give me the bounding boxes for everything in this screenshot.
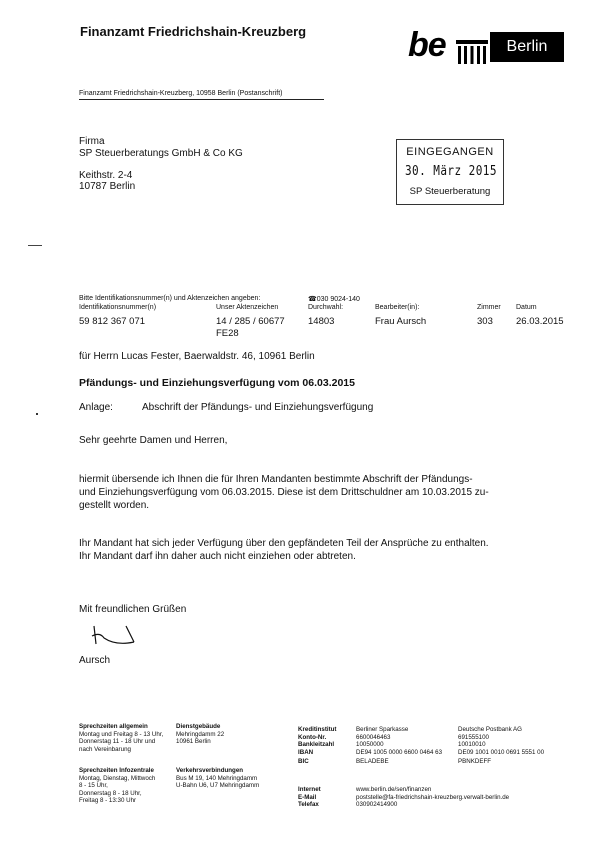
footer-bank-2 bbox=[458, 726, 544, 766]
attachment-label: Anlage: bbox=[79, 402, 113, 413]
footer-contact-values bbox=[356, 786, 509, 809]
logo-berlin-box: Berlin bbox=[490, 32, 564, 62]
footer-transit-title: Verkehrsverbindungen bbox=[176, 767, 244, 774]
footer-info-line: Montag, Dienstag, Mittwoch bbox=[79, 774, 156, 782]
room-value: 303 bbox=[477, 316, 493, 327]
fax-value: 030902414900 bbox=[356, 801, 398, 809]
on-behalf-of-line: für Herrn Lucas Fester, Baerwaldstr. 46, 10961 Berlin bbox=[79, 351, 315, 362]
paragraph-2-line-1: Ihr Mandant hat sich jeder Verfügung über den gepfändeten Teil der Ansprüche zu enthalten. bbox=[79, 538, 489, 549]
footer-transit-line: U-Bahn U6, U7 Mehringdamm bbox=[176, 782, 260, 790]
file-number-label: Unser Aktenzeichen bbox=[216, 304, 279, 311]
stamp-title: EINGEGANGEN bbox=[406, 146, 494, 158]
footer-bank-1 bbox=[356, 726, 442, 766]
footer-building bbox=[176, 723, 224, 746]
footer-hours-line: nach Vereinbarung bbox=[79, 745, 131, 753]
reference-phone: ☎030 9024-140 bbox=[308, 296, 360, 303]
hole-mark bbox=[36, 413, 38, 415]
received-stamp bbox=[396, 139, 504, 205]
footer-building-line: 10961 Berlin bbox=[176, 738, 211, 746]
bank-1-value: 6600046463 bbox=[356, 733, 391, 741]
closing: Mit freundlichen Grüßen bbox=[79, 604, 187, 615]
bank-label: IBAN bbox=[298, 748, 314, 756]
letter-subject: Pfändungs- und Einziehungsverfügung vom 06.03.2015 bbox=[79, 377, 355, 389]
bank-2-value: 691555100 bbox=[458, 733, 489, 741]
postal-address-underline bbox=[79, 99, 324, 100]
tax-office-name: Finanzamt Friedrichshain-Kreuzberg bbox=[80, 24, 307, 39]
signer-name: Aursch bbox=[79, 655, 111, 666]
footer-transit bbox=[176, 767, 259, 790]
bank-label: Konto-Nr. bbox=[298, 733, 327, 741]
address-line-city: 10787 Berlin bbox=[79, 181, 136, 192]
date-label: Datum bbox=[516, 304, 537, 311]
bank-label: Bankleitzahl bbox=[298, 741, 335, 749]
clerk-value: Frau Aursch bbox=[375, 316, 427, 327]
footer-transit-line: Bus M 19, 140 Mehringdamm bbox=[176, 774, 258, 782]
email-link[interactable]: poststelle@fa-friedrichshain-kreuzberg.verwalt-berlin.de bbox=[356, 793, 510, 801]
internet-link[interactable]: www.berlin.de/sen/finanzen bbox=[356, 786, 432, 793]
bank-1-value: DE94 1005 0000 6600 0464 63 bbox=[356, 748, 443, 756]
footer-info-hours bbox=[79, 767, 155, 805]
bank-1-value: Berliner Sparkasse bbox=[356, 726, 409, 733]
footer-building-line: Mehringdamm 22 bbox=[176, 730, 225, 738]
extension-label: Durchwahl: bbox=[308, 304, 344, 311]
stamp-firm: SP Steuerberatung bbox=[409, 186, 491, 197]
footer-hours-line: Montag und Freitag 8 - 13 Uhr, bbox=[79, 730, 164, 738]
paragraph-1-line-2: und Einziehungsverfügung vom 06.03.2015. Diese ist dem Drittschuldner am 10.03.2015 zu- bbox=[79, 487, 489, 498]
footer-hours-line: Donnerstag 11 - 18 Uhr und bbox=[79, 738, 156, 746]
signature-mark bbox=[90, 624, 142, 648]
attachment-value: Abschrift der Pfändungs- und Einziehungsverfügung bbox=[142, 402, 374, 413]
footer-bank-labels bbox=[298, 726, 337, 766]
fold-mark bbox=[28, 245, 42, 246]
logo-be-text: be bbox=[408, 26, 446, 64]
address-line-street: Keithstr. 2-4 bbox=[79, 170, 133, 181]
footer-info-title: Sprechzeiten Infozentrale bbox=[79, 767, 154, 774]
address-line-firm-type: Firma bbox=[79, 136, 105, 147]
bank-2-value: DE09 1001 0010 0691 5551 00 bbox=[458, 748, 545, 756]
file-number-suffix: FE28 bbox=[216, 328, 239, 339]
clerk-label: Bearbeiter(in): bbox=[375, 304, 420, 311]
footer-info-line: Freitag 8 - 13:30 Uhr bbox=[79, 797, 137, 805]
id-number-value: 59 812 367 071 bbox=[79, 316, 146, 327]
paragraph-1-line-3: gestellt worden. bbox=[79, 500, 150, 511]
bank-2-value: PBNKDEFF bbox=[458, 758, 492, 766]
file-number-value: 14 / 285 / 60677 bbox=[216, 316, 285, 327]
address-line-company: SP Steuerberatungs GmbH & Co KG bbox=[79, 148, 243, 159]
date-value: 26.03.2015 bbox=[516, 316, 564, 327]
footer-hours-title: Sprechzeiten allgemein bbox=[79, 723, 148, 730]
bank-label: BIC bbox=[298, 758, 309, 766]
stamp-date: 30. März 2015 bbox=[404, 164, 497, 179]
internet-label: Internet bbox=[298, 786, 321, 793]
paragraph-1-line-1: hiermit übersende ich Ihnen die für Ihren Mandanten bestimmte Abschrift der Pfändungs- bbox=[79, 474, 473, 485]
email-label: E-Mail bbox=[298, 793, 317, 801]
extension-value: 14803 bbox=[308, 316, 335, 327]
bank-1-value: 10050000 bbox=[356, 741, 384, 749]
salutation: Sehr geehrte Damen und Herren, bbox=[79, 435, 228, 446]
footer-contact-labels bbox=[298, 786, 321, 809]
bank-label: Kreditinstitut bbox=[298, 726, 337, 733]
fax-label: Telefax bbox=[298, 801, 319, 809]
postal-address: Finanzamt Friedrichshain-Kreuzberg, 10958 Berlin (Postanschrift) bbox=[79, 90, 283, 97]
bank-2-value: 10010010 bbox=[458, 741, 486, 749]
bank-2-value: Deutsche Postbank AG bbox=[458, 726, 522, 733]
bank-1-value: BELADEBE bbox=[356, 758, 389, 766]
footer-info-line: 8 - 15 Uhr, bbox=[79, 782, 108, 790]
footer-building-title: Dienstgebäude bbox=[176, 723, 221, 730]
footer-info-line: Donnerstag 8 - 18 Uhr, bbox=[79, 789, 142, 797]
brandenburg-gate-icon bbox=[456, 38, 488, 64]
room-label: Zimmer bbox=[477, 304, 501, 311]
berlin-logo bbox=[408, 26, 564, 70]
footer-hours bbox=[79, 723, 163, 753]
paragraph-2-line-2: Ihr Mandant darf ihn daher auch nicht einziehen oder abtreten. bbox=[79, 551, 356, 562]
id-number-label: Identifikationsnummer(n) bbox=[79, 304, 157, 311]
reference-instruction: Bitte Identifikationsnummer(n) und Aktenzeichen angeben: bbox=[79, 295, 261, 302]
